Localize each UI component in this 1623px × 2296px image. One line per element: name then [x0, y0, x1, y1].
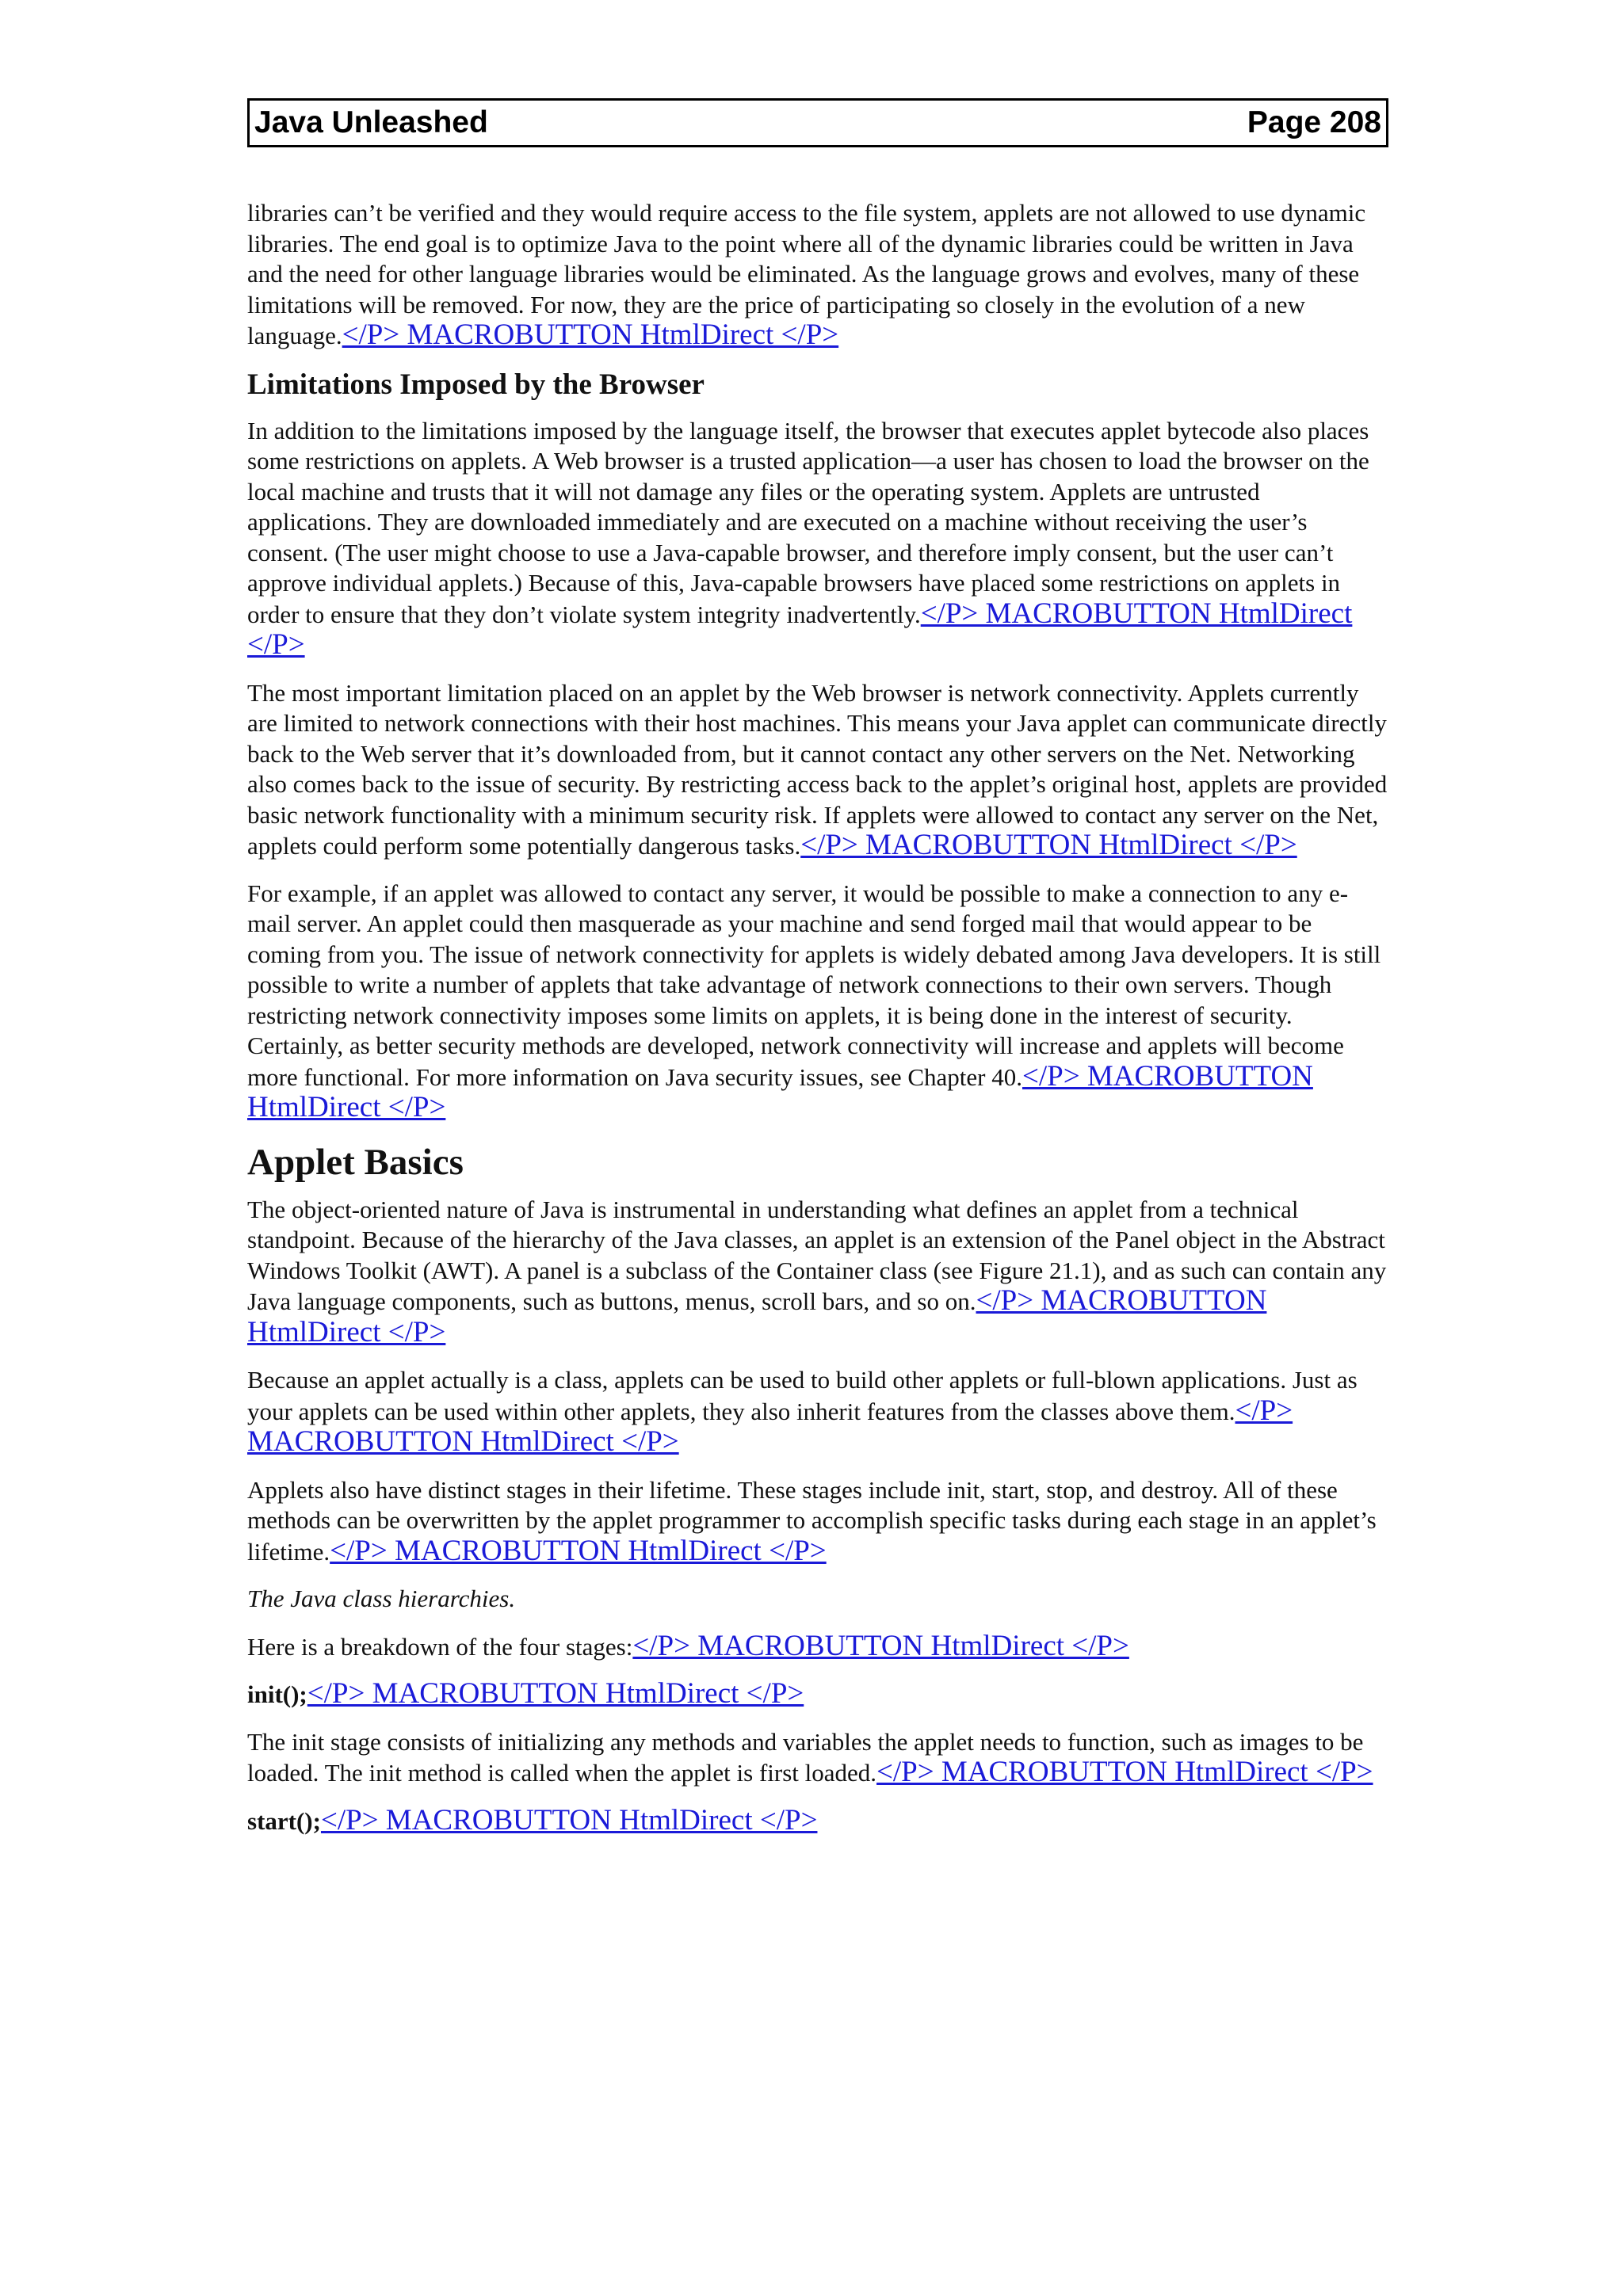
- paragraph: Here is a breakdown of the four stages:</P> MACROBUTTON HtmlDirect </P>: [247, 1629, 1129, 1662]
- paragraph: The object-oriented nature of Java is instrumental in understanding what defines an applet from a technical standpoint. Because of the hierarchy of the Java classes, an applet is an extension of the Panel object in the Abstract Windows Toolkit (AWT). A panel is a subclass of the Container class (see Figure 21.1), and as such can contain any Java language components, such as buttons, menus, scroll bars, and so on.</P> MACROBUTTON HtmlDirect </P>: [247, 1195, 1387, 1348]
- macrobutton-link[interactable]: </P> MACROBUTTON HtmlDirect </P>: [247, 1394, 1293, 1458]
- book-title: Java Unleashed: [254, 105, 488, 139]
- paragraph: libraries can’t be verified and they would require access to the file system, applets are not allowed to use dynamic libraries. The end goal is to optimize Java to the point where all of the dynamic libraries could be written in Java and the need for other language libraries would be eliminated. As the language grows and evolves, many of these limitations will be removed. For now, they are the price of participating so closely in the evolution of a new language.</P> MACROBUTTON HtmlDirect </P>: [247, 199, 1366, 351]
- paragraph: For example, if an applet was allowed to contact any server, it would be possible to make a connection to any e-mail server. An applet could then masquerade as your machine and send forged mail that would appear to be coming from you. The issue of network connectivity for applets is widely debated among Java developers. It is still possible to write a number of applets that take advantage of network connections to their own servers. Though restricting network connectivity imposes some limits on applets, it is being done in the interest of security. Certainly, as better security methods are developed, network connectivity will increase and applets will become more functional. For more information on Java security issues, see Chapter 40.</P> MACROBUTTON HtmlDirect </P>: [247, 879, 1381, 1123]
- document-page: [247, 98, 1388, 1853]
- macrobutton-link[interactable]: </P> MACROBUTTON HtmlDirect </P>: [876, 1756, 1373, 1788]
- page-content: [247, 198, 1388, 1836]
- method-term-start: start();</P> MACROBUTTON HtmlDirect </P>: [247, 1803, 818, 1836]
- macrobutton-link[interactable]: </P> MACROBUTTON HtmlDirect </P>: [632, 1629, 1129, 1662]
- macrobutton-link[interactable]: </P> MACROBUTTON HtmlDirect </P>: [247, 597, 1353, 661]
- section-heading-browser: Limitations Imposed by the Browser: [247, 368, 705, 401]
- page-number: Page 208: [1247, 105, 1381, 139]
- paragraph: The most important limitation placed on an applet by the Web browser is network connectivity. Applets currently are limited to network connections with their host machines. This means your Java applet can communicate directly back to the Web server that it’s downloaded from, but it cannot contact any other servers on the Net. Networking also comes back to the issue of security. By restricting access back to the applet’s original host, applets are provided basic network functionality with a minimum security risk. If applets were allowed to contact any server on the Net, applets could perform some potentially dangerous tasks.</P> MACROBUTTON HtmlDirect </P>: [247, 678, 1388, 861]
- macrobutton-link[interactable]: </P> MACROBUTTON HtmlDirect </P>: [320, 1803, 818, 1836]
- macrobutton-link[interactable]: </P> MACROBUTTON HtmlDirect </P>: [330, 1534, 827, 1567]
- paragraph: Applets also have distinct stages in their lifetime. These stages include init, start, stop, and destroy. All of these methods can be overwritten by the applet programmer to accomplish specific tasks during each stage in an applet’s lifetime.</P> MACROBUTTON HtmlDirect </P>: [247, 1475, 1377, 1567]
- macrobutton-link[interactable]: </P> MACROBUTTON HtmlDirect </P>: [247, 1059, 1313, 1123]
- section-heading-applet-basics: Applet Basics: [247, 1141, 464, 1183]
- page-header: [247, 98, 1388, 147]
- paragraph: In addition to the limitations imposed by the language itself, the browser that executes applet bytecode also places some restrictions on applets. A Web browser is a trusted application—a user has chosen to load the browser on the local machine and trusts that it will not damage any files or the operating system. Applets are untrusted applications. They are downloaded immediately and are executed on a machine without receiving the user’s consent. (The user might choose to use a Java-capable browser, and therefore imply consent, but the user can’t approve individual applets.) Because of this, Java-capable browsers have placed some restrictions on applets in order to ensure that they don’t violate system integrity inadvertently.</P> MACROBUTTON HtmlDirect </P>: [247, 416, 1369, 661]
- method-term-init: init();</P> MACROBUTTON HtmlDirect </P>: [247, 1677, 804, 1710]
- paragraph: Because an applet actually is a class, applets can be used to build other applets or full-blown applications. Just as your applets can be used within other applets, they also inherit features from the classes above them.</P> MACROBUTTON HtmlDirect </P>: [247, 1366, 1358, 1458]
- macrobutton-link[interactable]: </P> MACROBUTTON HtmlDirect </P>: [800, 829, 1297, 861]
- macrobutton-link[interactable]: </P> MACROBUTTON HtmlDirect </P>: [342, 318, 839, 351]
- macrobutton-link[interactable]: </P> MACROBUTTON HtmlDirect </P>: [247, 1284, 1267, 1348]
- paragraph: The init stage consists of initializing any methods and variables the applet needs to function, such as images to be loaded. The init method is called when the applet is first loaded.</P> MACROBUTTON HtmlDirect </P>: [247, 1727, 1373, 1788]
- figure-caption: The Java class hierarchies.: [247, 1585, 516, 1612]
- macrobutton-link[interactable]: </P> MACROBUTTON HtmlDirect </P>: [307, 1677, 804, 1710]
